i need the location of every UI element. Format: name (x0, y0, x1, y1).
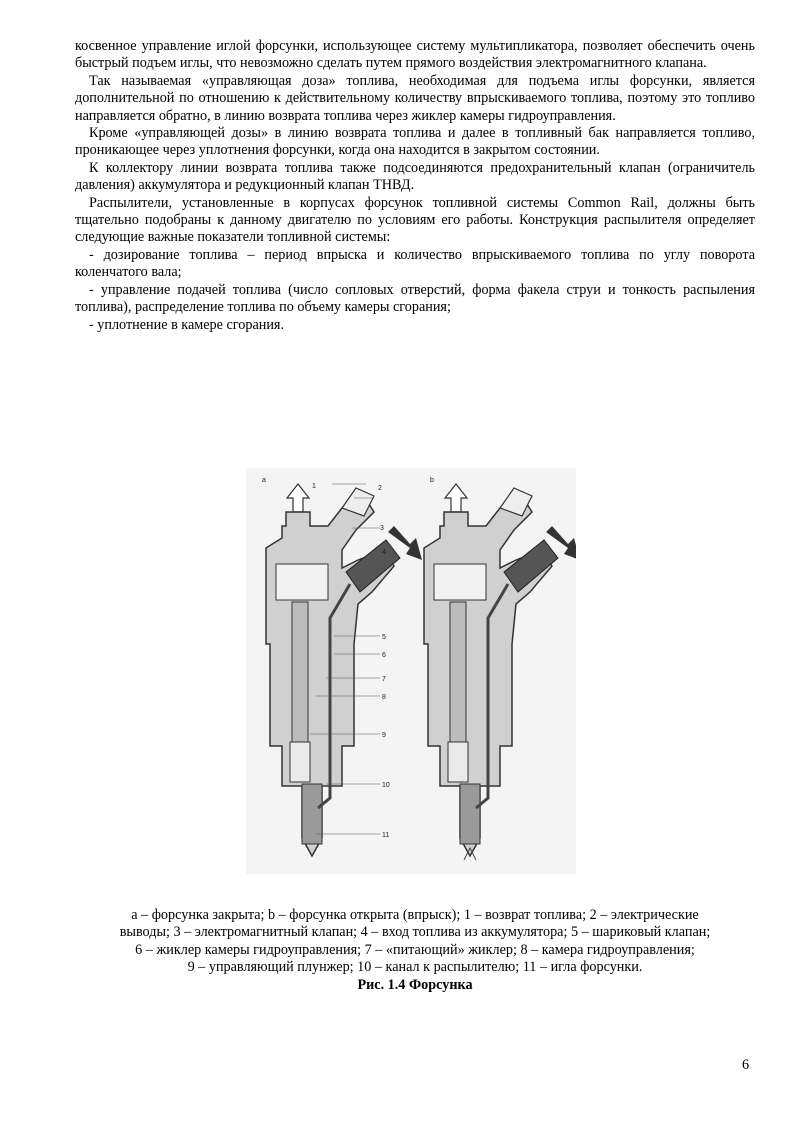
callout-label: 10 (382, 782, 390, 789)
panel-a-label: a (262, 477, 266, 484)
list-item: - дозирование топлива – период впрыска и количество впрыскиваемого топлива по углу поворота коленчатого вала; (75, 246, 755, 281)
page-number: 6 (742, 1057, 750, 1073)
paragraph: Так называемая «управляющая доза» топлива, необходимая для подъема иглы форсунки, является дополнительной по отношению к действительному количеству впрыскиваемого топлива, поэтому это топливо направляется обратно, в линию возврата топлива через жиклер камеры гидроуправления. (75, 72, 755, 124)
paragraph: Кроме «управляющей дозы» в линию возврата топлива и далее в топливный бак направляется топливо, проникающее через уплотнения форсунки, когда она находится в закрытом состоянии. (75, 125, 755, 159)
paragraph: К коллектору линии возврата топлива также подсоединяются предохранительный клапан (ограничитель давления) аккумулятора и редукционный клапан ТНВД. (75, 159, 755, 194)
return-arrow-icon (287, 484, 309, 512)
caption-line: выводы; 3 – электромагнитный клапан; 4 – вход топлива из аккумулятора; 5 – шариковый клапан; (119, 924, 711, 941)
figure-caption (75, 907, 755, 994)
paragraph: Распылители, установленные в корпусах форсунок топливной системы Common Rail, должны быть тщательно подобраны к данному двигателю по условиям его работы. Конструкция распылителя определяет следующие важные показатели топливной системы: (75, 194, 755, 246)
callout-label: 1 (312, 483, 316, 490)
callout-label: 3 (380, 525, 384, 532)
panel-b-label: b (430, 477, 434, 484)
injector-a-drawing (262, 477, 422, 856)
list-item: - управление подачей топлива (число сопловых отверстий, форма факела струи и тонкость распыления топлива), распределение топлива по объему камеры сгорания; (75, 281, 755, 316)
list-item: - уплотнение в камере сгорания. (89, 316, 285, 333)
callout-label: 11 (382, 832, 390, 839)
return-arrow-icon (445, 484, 467, 512)
callout-label: 9 (382, 732, 386, 739)
paragraph: косвенное управление иглой форсунки, использующее систему мультипликатора, позволяет обеспечить очень быстрый подъем иглы, что невозможно сделать путем прямого воздействия электромагнитного клапана. (75, 38, 755, 72)
figure-title: Рис. 1.4 Форсунка (357, 976, 473, 993)
caption-line: 6 – жиклер камеры гидроуправления; 7 – «питающий» жиклер; 8 – камера гидроуправления; (135, 941, 695, 958)
caption-line: a – форсунка закрыта; b – форсунка открыта (впрыск); 1 – возврат топлива; 2 – электрические (131, 907, 699, 923)
injector-diagram (246, 468, 576, 874)
injector-b-drawing (424, 477, 576, 860)
callout-label: 6 (382, 652, 386, 659)
callout-label: 5 (382, 634, 386, 641)
body-text (75, 38, 755, 334)
caption-line: 9 – управляющий плунжер; 10 – канал к распылителю; 11 – игла форсунки. (187, 959, 643, 976)
callout-label: 2 (378, 485, 382, 492)
callout-label: 7 (382, 676, 386, 683)
callout-label: 4 (382, 549, 386, 556)
injector-figure (246, 468, 576, 874)
callout-label: 8 (382, 694, 386, 701)
